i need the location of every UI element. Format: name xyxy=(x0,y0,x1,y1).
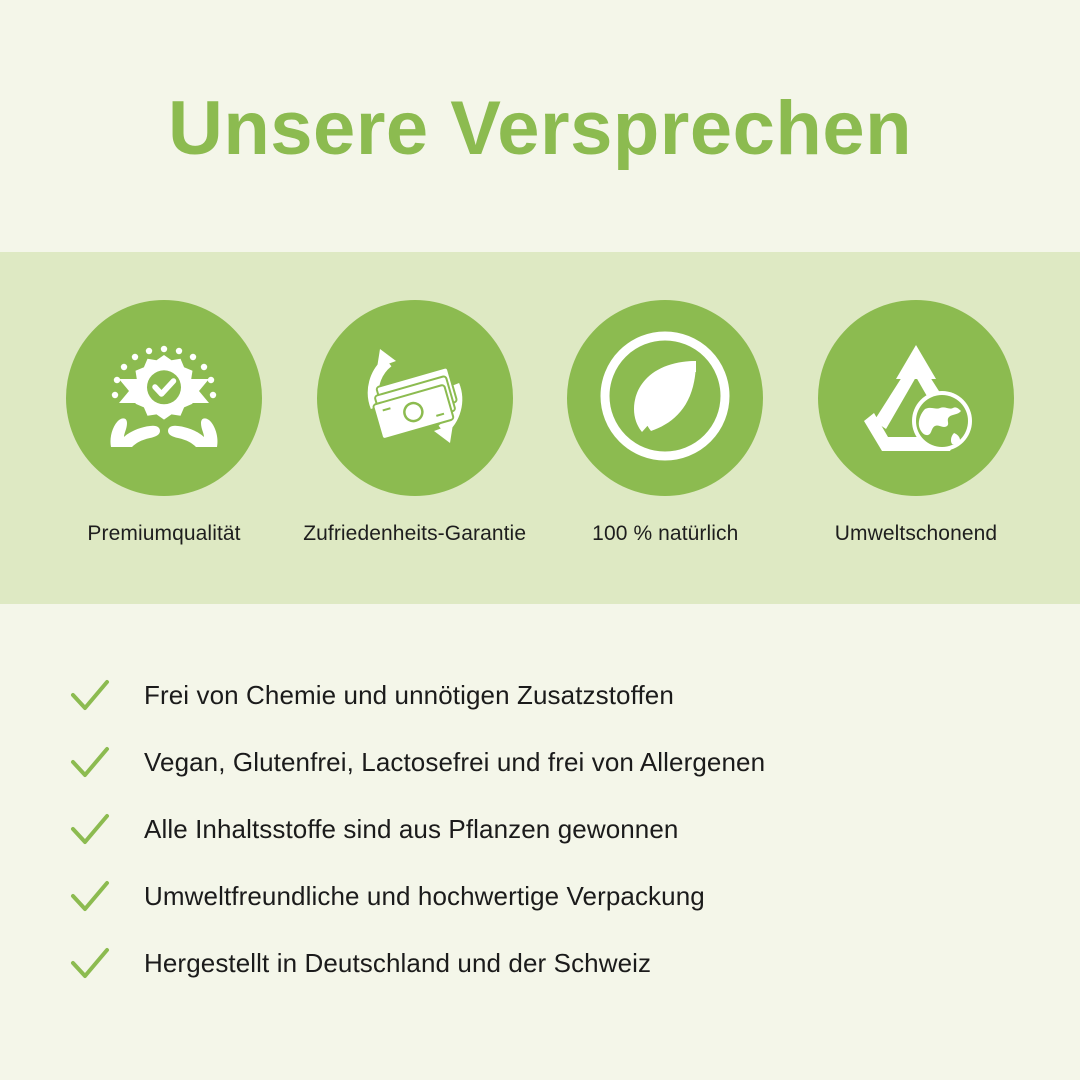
badge-circle xyxy=(567,300,763,496)
list-item xyxy=(70,662,1080,729)
check-icon xyxy=(70,880,124,914)
badge-label: Premiumqualität xyxy=(87,522,241,545)
check-icon xyxy=(70,947,124,981)
badge-eco-friendly xyxy=(794,300,1038,546)
money-back-guarantee-icon xyxy=(340,321,490,476)
hands-quality-seal-icon xyxy=(89,321,239,476)
leaf-natural-icon xyxy=(590,321,740,476)
badge-premium-quality xyxy=(42,300,286,546)
list-item xyxy=(70,796,1080,863)
badge-label: Umweltschonend xyxy=(834,522,998,545)
list-item xyxy=(70,729,1080,796)
list-item-label: Vegan, Glutenfrei, Lactosefrei und frei von Allergenen xyxy=(144,747,766,777)
badge-satisfaction-guarantee xyxy=(293,300,537,546)
title-area xyxy=(0,0,1080,252)
check-icon xyxy=(70,746,124,780)
check-icon xyxy=(70,679,124,713)
list-item-label: Umweltfreundliche und hochwertige Verpackung xyxy=(144,881,705,911)
badge-circle xyxy=(818,300,1014,496)
page-title: Unsere Versprechen xyxy=(167,86,913,171)
badge-natural xyxy=(543,300,787,546)
badge-circle xyxy=(317,300,513,496)
list-item xyxy=(70,863,1080,930)
promises-list xyxy=(0,604,1080,1080)
badge-circle xyxy=(66,300,262,496)
recycling-globe-icon xyxy=(841,321,991,476)
list-item-label: Hergestellt in Deutschland und der Schweiz xyxy=(144,948,652,978)
list-item xyxy=(70,930,1080,997)
badge-label: 100 % natürlich xyxy=(592,522,739,545)
list-item-label: Frei von Chemie und unnötigen Zusatzstoffen xyxy=(144,680,674,710)
check-icon xyxy=(70,813,124,847)
badge-label: Zufriedenheits-Garantie xyxy=(303,522,527,545)
badge-band xyxy=(0,252,1080,604)
list-item-label: Alle Inhaltsstoffe sind aus Pflanzen gewonnen xyxy=(144,814,679,844)
